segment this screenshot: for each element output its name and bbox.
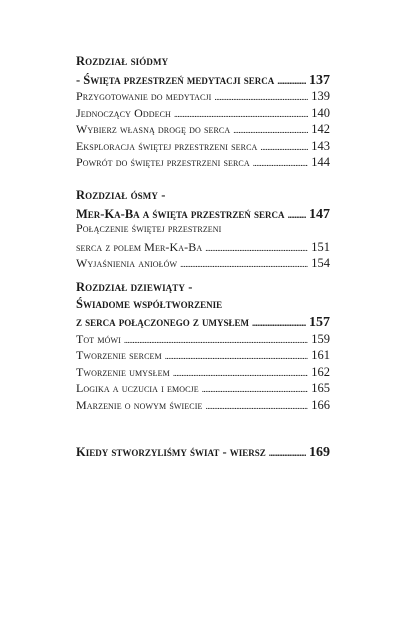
page-number: 166	[311, 397, 330, 412]
dot-leader	[173, 363, 308, 381]
toc-entry	[76, 379, 330, 396]
toc-entry	[76, 120, 330, 137]
toc-entry	[76, 396, 330, 413]
page-number: 162	[311, 364, 330, 379]
chapter-heading: Rozdział dziewiąty -	[76, 280, 193, 294]
page-number: 147	[309, 206, 330, 222]
entry-title: Świadome współtworzenie	[76, 296, 223, 311]
page-number: 144	[311, 155, 330, 169]
entry-title: Wybierz własną drogę do serca	[76, 122, 231, 136]
page-number: 159	[311, 331, 330, 346]
dot-leader	[288, 205, 306, 223]
page-number: 151	[311, 239, 330, 254]
dot-leader	[206, 396, 309, 414]
entry-title: Tworzenie sercem	[76, 348, 162, 362]
entry-title-continued: z serca połączonego z umysłem	[76, 315, 250, 329]
entry-title: Tworzenie umysłem	[76, 364, 170, 379]
page-number: 142	[311, 122, 330, 136]
entry-title: Eksploracja świętej przestrzeni serca	[76, 138, 258, 153]
dot-leader	[202, 379, 309, 397]
final-entry	[76, 443, 330, 460]
entry-title: Powrót do świętej przestrzeni serca	[76, 155, 250, 169]
toc-main-entry	[76, 443, 330, 460]
page-number: 154	[311, 256, 330, 270]
toc-entry	[76, 153, 330, 170]
chapter-9	[76, 280, 330, 412]
dot-leader	[277, 71, 306, 89]
page-number: 165	[311, 381, 330, 395]
toc-entry	[76, 238, 330, 255]
page-number: 139	[311, 89, 330, 103]
entry-title: Połączenie świętej przestrzeni	[76, 221, 222, 235]
toc-entry	[76, 346, 330, 363]
page-number: 169	[309, 445, 330, 460]
page-number: 161	[311, 348, 330, 362]
toc-main-entry	[76, 313, 330, 330]
dot-leader	[253, 153, 309, 171]
toc-main-entry-first-line	[76, 297, 330, 314]
dot-leader	[233, 120, 308, 138]
entry-title: Mer-Ka-Ba a święta przestrzeń serca	[76, 206, 285, 221]
entry-title: Logika a uczucia i emocje	[76, 381, 199, 395]
chapter-heading: Rozdział ósmy -	[76, 188, 166, 202]
entry-title: - Święta przestrzeń medytacji serca	[76, 72, 275, 87]
chapter-heading: Rozdział siódmy	[76, 54, 169, 68]
dot-leader	[269, 443, 306, 461]
entry-title-continued: serca z polem Mer-Ka-Ba	[76, 239, 203, 254]
toc-entry	[76, 137, 330, 154]
toc-entry	[76, 363, 330, 380]
chapter-8	[76, 188, 330, 271]
page-number: 143	[311, 138, 330, 153]
page-number: 137	[309, 72, 330, 88]
toc-main-entry	[76, 205, 330, 222]
dot-leader	[180, 254, 308, 272]
chapter-7	[76, 54, 330, 170]
dot-leader	[252, 313, 306, 331]
entry-title: Jednoczący Oddech	[76, 105, 171, 120]
toc-entry	[76, 104, 330, 121]
toc-main-entry	[76, 71, 330, 88]
dot-leader	[174, 104, 308, 122]
dot-leader	[260, 137, 308, 155]
dot-leader	[205, 238, 308, 256]
entry-title: Przygotowanie do medytacji	[76, 89, 212, 103]
entry-title: Tot mówi	[76, 331, 121, 346]
page-number: 157	[309, 315, 330, 330]
dot-leader	[124, 330, 308, 348]
toc-entry-first-line	[76, 221, 330, 238]
entry-title: Kiedy stworzyliśmy świat - wiersz	[76, 445, 266, 459]
entry-title: Wyjaśnienia aniołów	[76, 256, 178, 270]
page-number: 140	[311, 105, 330, 120]
dot-leader	[165, 346, 309, 364]
toc-entry	[76, 87, 330, 104]
toc-entry	[76, 330, 330, 347]
dot-leader	[214, 87, 308, 105]
entry-title: Marzenie o nowym świecie	[76, 397, 203, 412]
toc-entry	[76, 254, 330, 271]
